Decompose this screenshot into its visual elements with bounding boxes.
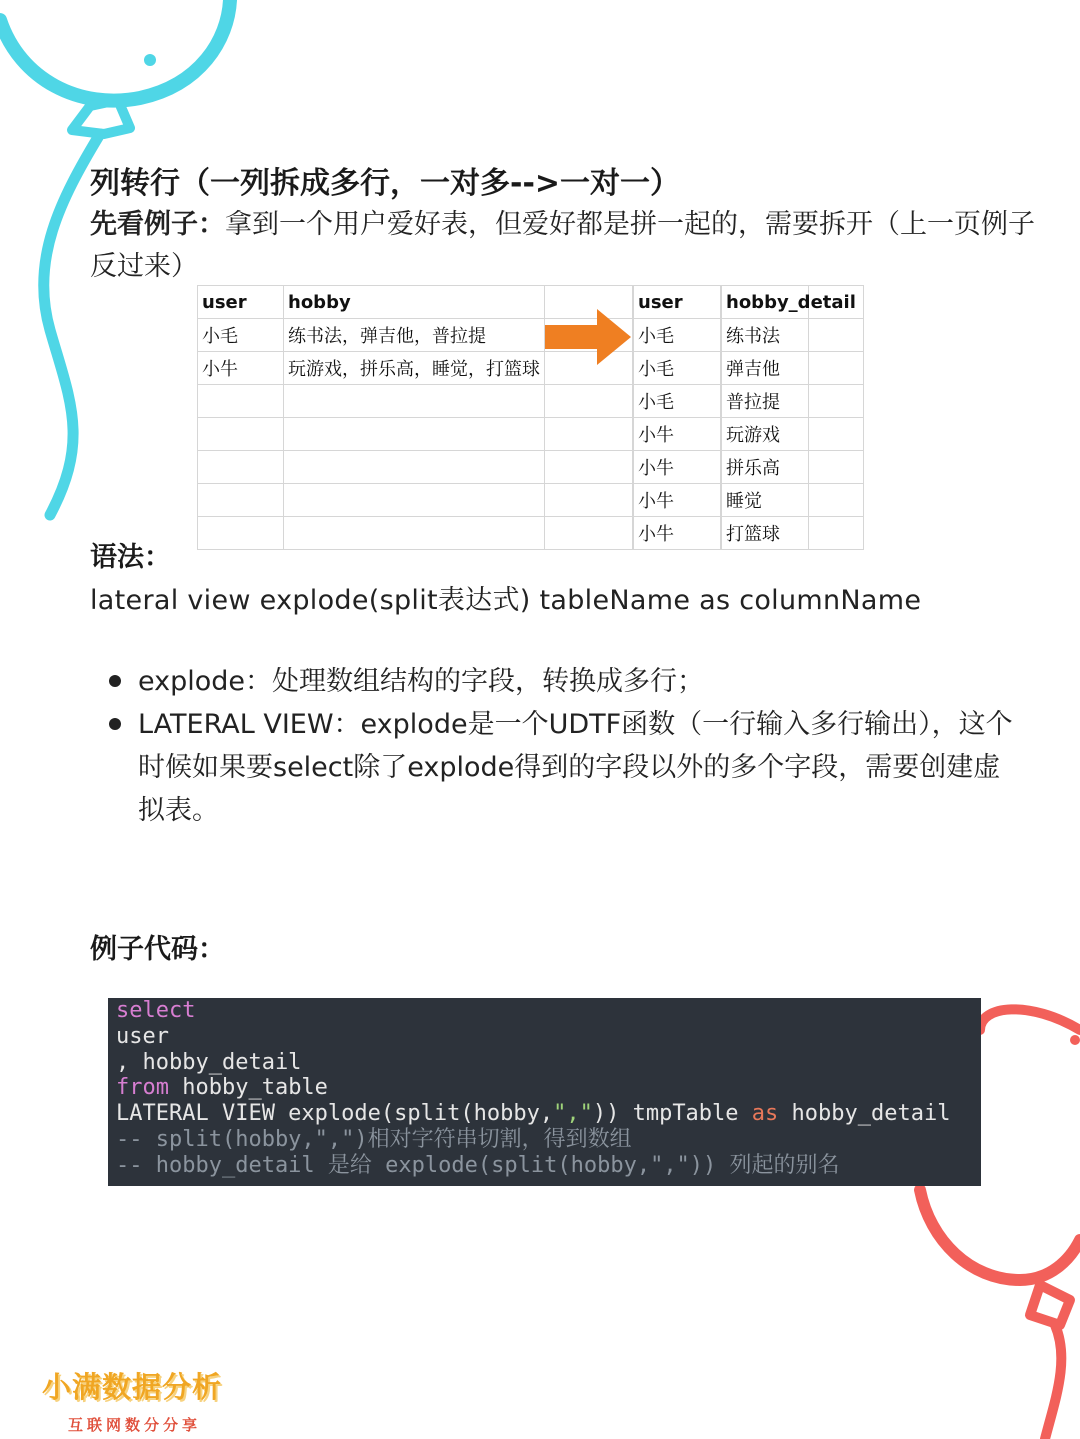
table-row [634,418,864,451]
brand-logo [42,1365,222,1435]
code-block [108,998,981,1186]
page-title: 列转行（一列拆成多行，一对多-->一对一） [90,166,681,201]
table-header-cell: user [198,286,284,319]
bullet-text: explode：处理数组结构的字段，转换成多行； [138,666,705,697]
logo-subtitle: 互联网数分分享 [68,1416,202,1434]
code-keyword: select [116,998,196,1023]
table-cell: 小牛 [634,451,722,484]
code-string: "," [553,1101,593,1127]
table-cell: 小毛 [634,319,722,352]
table-cell: 睡觉 [722,484,864,517]
table-header-row [634,286,864,319]
result-hobby-detail-table [633,285,864,550]
code-text: hobby_table [168,1075,328,1101]
table-row [634,484,864,517]
bullet-text: LATERAL VIEW：explode是一个UDTF函数（一行输入多行输出），这个时候如果要select除了explode得到的字段以外的多个字段，需要创建虚拟表。 [138,709,1013,826]
table-cell [545,451,633,484]
table-cell [545,385,633,418]
code-heading: 例子代码： [90,934,225,965]
table-header-cell: user [634,286,722,319]
right-arrow-icon [545,309,631,365]
table-cell [284,517,545,550]
explanation-list [138,660,1018,832]
table-cell [198,385,284,418]
code-keyword: as [751,1101,779,1127]
bullet-icon [109,718,121,730]
intro-text: 拿到一个用户爱好表，但爱好都是拼一起的，需要拆开（上一页例子反过来） [90,209,1035,282]
table-row [634,451,864,484]
code-text: LATERAL VIEW explode(split(hobby, [116,1101,554,1127]
table-cell: 小牛 [634,517,722,550]
table-cell: 小牛 [634,418,722,451]
table-cell: 小牛 [634,484,722,517]
table-cell [545,517,633,550]
table-cell: 小毛 [634,385,722,418]
code-text: )) tmpTable [592,1101,752,1127]
table-cell: 练书法 [722,319,864,352]
code-text: hobby_detail [778,1101,951,1127]
table-cell [198,451,284,484]
intro-lead: 先看例子： [90,209,225,240]
code-comment: -- hobby_detail 是给 explode(split(hobby,",")) 列起的别名 [116,1152,840,1178]
table-cell: 打篮球 [722,517,864,550]
code-comment: -- split(hobby,",")相对字符串切割，得到数组 [116,1126,632,1152]
table-cell [198,484,284,517]
list-item [138,660,1018,703]
table-cell [198,517,284,550]
table-cell: 玩游戏 [722,418,864,451]
logo-title: 小满数据分析 [42,1370,223,1404]
code-line [116,1075,973,1101]
bullet-icon [109,675,121,687]
code-keyword: from [116,1075,169,1101]
table-cell [284,385,545,418]
table-cell: 弹吉他 [722,352,864,385]
table-cell: 玩游戏，拼乐高，睡觉，打篮球 [284,352,545,385]
list-item [138,703,1018,832]
table-cell: 普拉提 [722,385,864,418]
table-cell [198,418,284,451]
table-row [634,319,864,352]
code-line: user [116,1023,169,1049]
code-line [116,998,973,1024]
code-line [116,1101,973,1127]
table-cell: 拼乐高 [722,451,864,484]
table-row [634,385,864,418]
intro-paragraph [90,204,1050,288]
table-header-cell: hobby [284,286,545,319]
table-row [634,352,864,385]
syntax-text: lateral view explode(split表达式) tableName as columnName [90,585,922,616]
table-header-cell: hobby_detail [722,286,864,319]
table-cell [545,484,633,517]
table-cell: 练书法，弹吉他，普拉提 [284,319,545,352]
table-cell [284,484,545,517]
table-cell [284,451,545,484]
table-row [634,517,864,550]
code-line: , hobby_detail [116,1049,302,1075]
table-cell: 小毛 [198,319,284,352]
table-cell [284,418,545,451]
table-cell: 小毛 [634,352,722,385]
syntax-heading: 语法： [90,542,171,573]
table-cell: 小牛 [198,352,284,385]
table-cell [545,418,633,451]
